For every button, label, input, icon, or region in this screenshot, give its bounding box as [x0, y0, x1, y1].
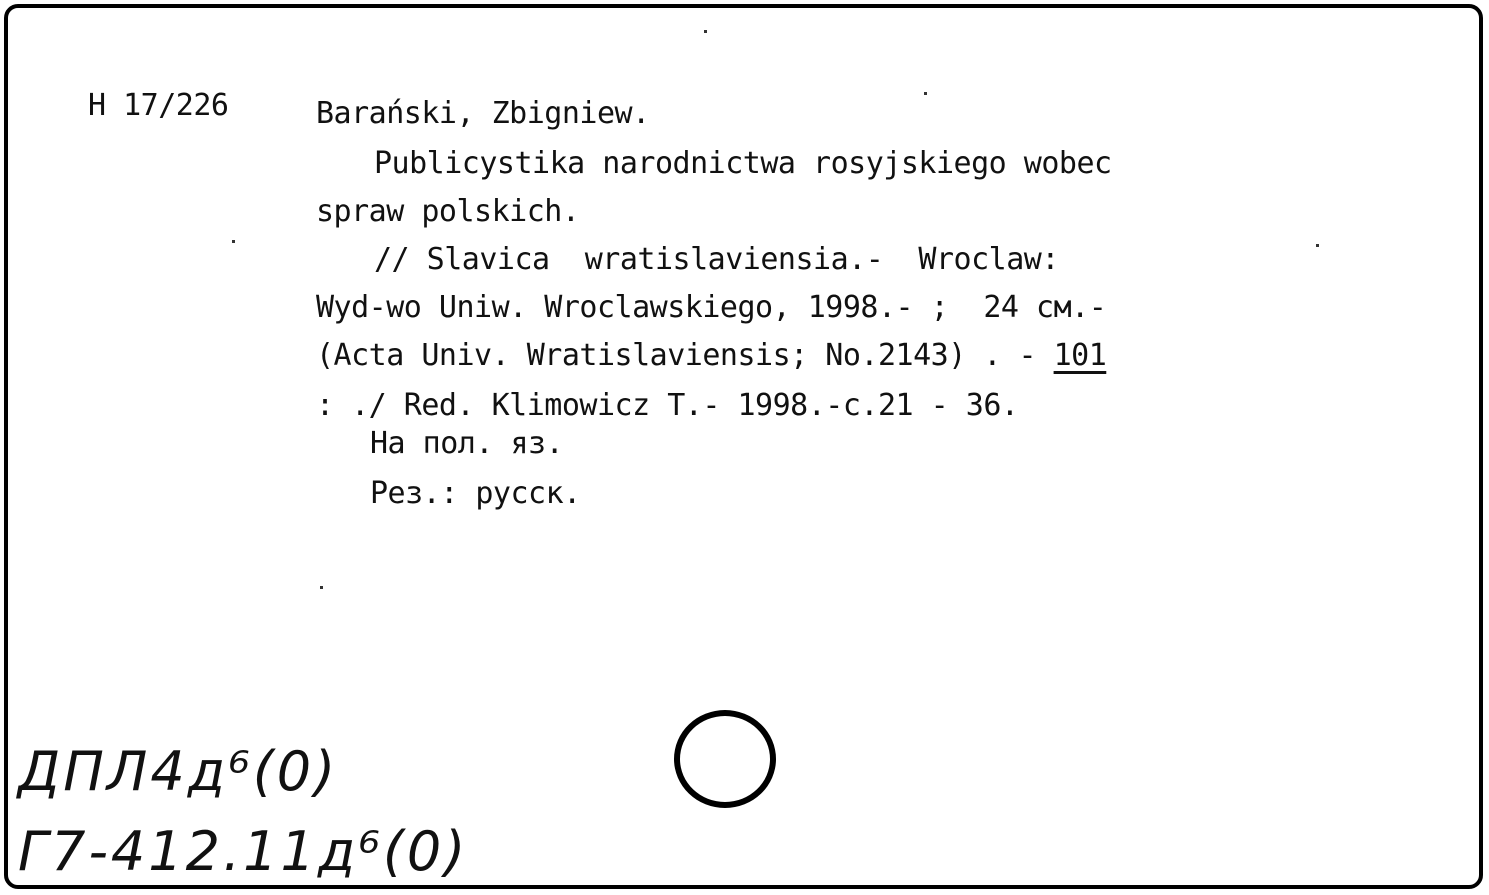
series-line: // Slavica wratislaviensia.- Wroclaw: [374, 242, 1059, 277]
speck [1316, 244, 1319, 247]
acta-line-number: 101 [1053, 338, 1107, 373]
speck [320, 586, 323, 589]
handwritten-class-line-1: ДПЛ4д⁶(0) [18, 740, 339, 803]
acta-line-prefix: (Acta Univ. Wratislaviensis; No.2143) . - [316, 338, 1054, 373]
acta-line [316, 338, 1106, 374]
language-note: На пол. яз. [370, 426, 564, 461]
summary-note: Рез.: русск. [370, 476, 581, 511]
punched-hole [674, 710, 776, 808]
publisher-line: Wyd-wo Uniw. Wroclawskiego, 1998.- ; 24 см.- [316, 290, 1107, 325]
title-line-2: spraw polskich. [316, 194, 580, 229]
handwritten-class-line-2: Г7-412.11д⁶(0) [18, 820, 469, 883]
title-line-1: Publicystika narodnictwa rosyjskiego wobec [374, 146, 1112, 181]
author-line: Barański, Zbigniew. [316, 96, 650, 131]
editor-line: : ./ Red. Klimowicz T.- 1998.-c.21 - 36. [316, 388, 1019, 423]
call-number: H 17/226 [88, 88, 229, 123]
speck [924, 92, 927, 95]
speck [232, 240, 235, 243]
speck [704, 30, 707, 33]
